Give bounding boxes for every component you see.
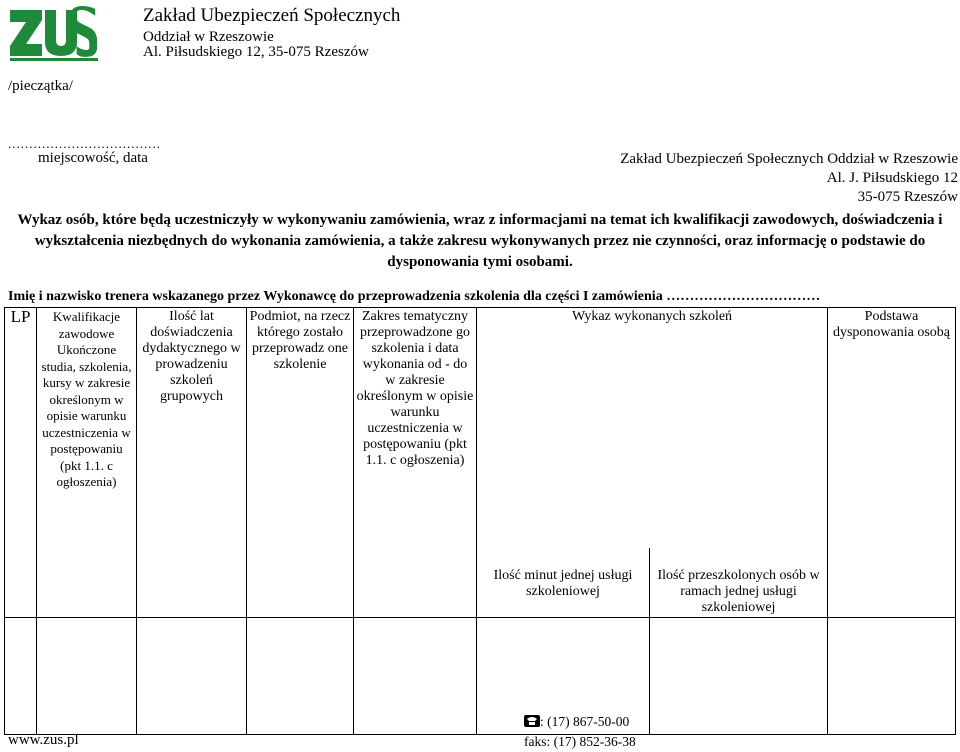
table-header-row <box>5 308 956 548</box>
footer-phone <box>524 714 629 730</box>
phone-number: : (17) 867-50-00 <box>540 714 630 729</box>
trainer-line: Imię i nazwisko trenera wskazanego przez Wykonawcę do przeprowadzenia szkolenia dla części I zamówienia …………………………… <box>8 289 821 304</box>
col-wykaz: Wykaz wykonanych szkoleń <box>477 308 828 548</box>
cell-ilosc-osob[interactable] <box>650 617 828 734</box>
col-podstawa: Podstawa dysponowania osobą <box>828 308 956 618</box>
cell-ilosc-lat[interactable] <box>137 617 247 734</box>
cell-podmiot[interactable] <box>247 617 354 734</box>
col-podmiot: Podmiot, na rzecz którego zostało przeprowadz one szkolenie <box>247 308 354 618</box>
cell-kwalifikacje[interactable] <box>37 617 137 734</box>
stamp-label: /pieczątka/ <box>8 78 73 94</box>
cell-zakres[interactable] <box>354 617 477 734</box>
recipient-line2: Al. J. Piłsudskiego 12 <box>826 170 958 186</box>
col-lp: LP <box>5 308 37 618</box>
place-date-label: miejscowość, data <box>38 150 148 166</box>
document-title: Wykaz osób, które będą uczestniczyły w wykonywaniu zamówienia, wraz z informacjami na temat ich kwalifikacji zawodowych, doświadczenia i wykształcenia niezbędnych do wykonania zamówienia, a także zakresu wykonywanych przez nie czynności, oraz informację o podstawie do dysponowania tymi osobami. <box>17 212 943 270</box>
cell-podstawa[interactable] <box>828 617 956 734</box>
col-zakres: Zakres tematyczny przeprowadzone go szkolenia i data wykonania od - do w zakresie określonym w opisie warunku uczestniczenia w postępowaniu (pkt 1.1. c ogłoszenia) <box>354 308 477 618</box>
footer-fax: faks: (17) 852-36-38 <box>524 734 636 749</box>
staff-table <box>4 307 956 735</box>
col-kwalifikacje: Kwalifikacje zawodowe Ukończone studia, szkolenia, kursy w zakresie określonym w opisie warunku uczestniczenia w postępowaniu (pkt 1.1. c ogłoszenia) <box>37 308 137 618</box>
org-address: Al. Piłsudskiego 12, 35-075 Rzeszów <box>143 44 369 60</box>
org-name: Zakład Ubezpieczeń Społecznych <box>143 5 401 26</box>
table-row <box>5 617 956 734</box>
org-branch: Oddział w Rzeszowie <box>143 29 274 45</box>
place-date-dots: .................................... <box>8 136 161 151</box>
cell-lp[interactable] <box>5 617 37 734</box>
recipient-line1: Zakład Ubezpieczeń Społecznych Oddział w Rzeszowie <box>620 151 958 167</box>
recipient-line3: 35-075 Rzeszów <box>857 189 958 205</box>
phone-icon <box>524 715 540 727</box>
col-ilosc-minut: Ilość minut jednej usługi szkoleniowej <box>477 548 650 618</box>
col-ilosc-lat: Ilość lat doświadczenia dydaktycznego w prowadzeniu szkoleń grupowych <box>137 308 247 618</box>
zus-logo-icon <box>8 2 100 62</box>
col-ilosc-osob: Ilość przeszkolonych osób w ramach jednej usługi szkoleniowej <box>650 548 828 618</box>
footer-website[interactable]: www.zus.pl <box>8 732 79 748</box>
recipient-block <box>620 150 958 207</box>
